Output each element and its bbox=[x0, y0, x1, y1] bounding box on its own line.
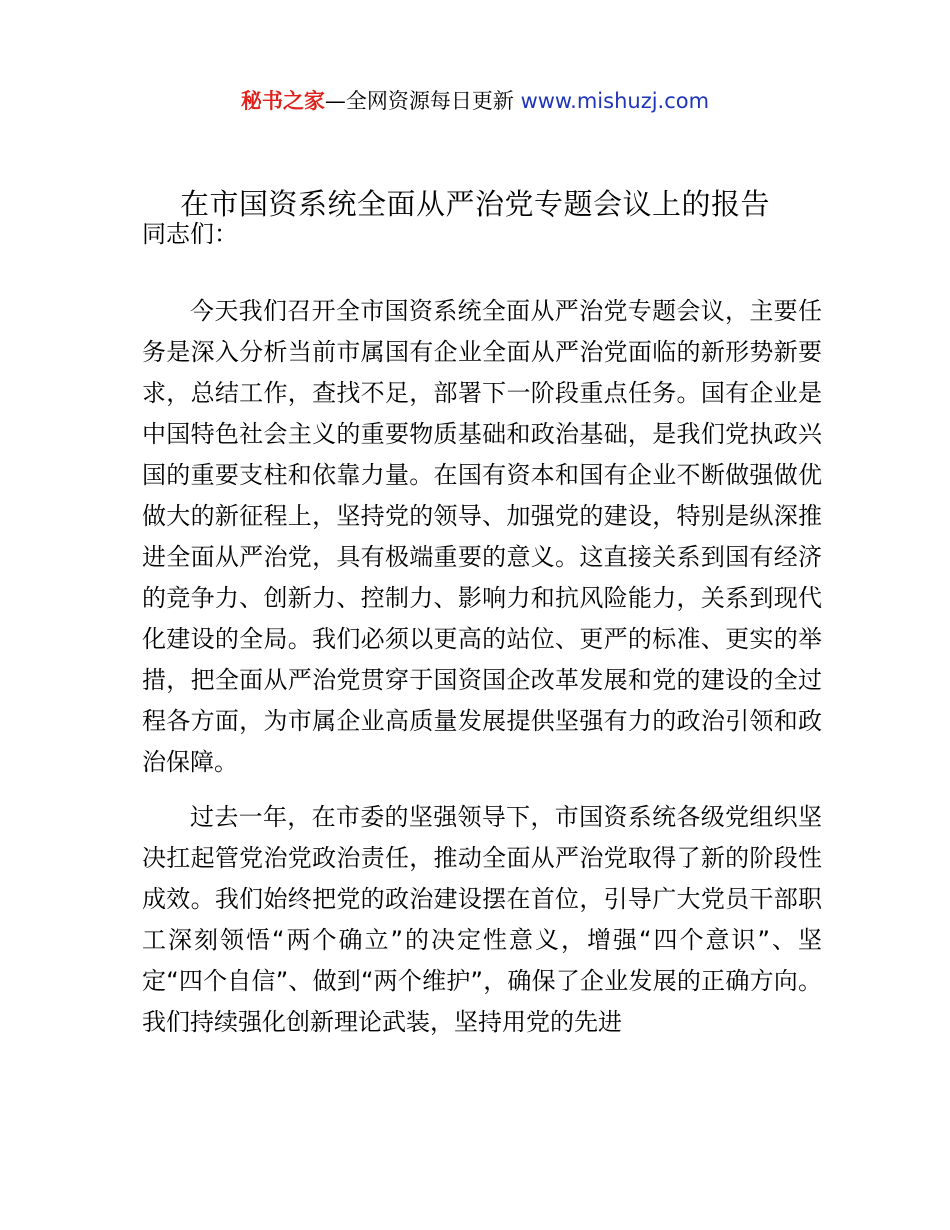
paragraph-2: 过去一年，在市委的坚强领导下，市国资系统各级党组织坚决扛起管党治党政治责任，推动全面从严治党取得了新的阶段性成效。我们始终把党的政治建设摆在首位，引导广大党员干部职工深刻领悟“两个确立”的决定性意义，增强“四个意识”、坚定“四个自信”、做到“两个维护”，确保了企业发展的正确方向。我们持续强化创新理论武装，坚持用党的先进 bbox=[142, 803, 822, 1036]
header-tagline: —全网资源每日更新 bbox=[324, 89, 514, 113]
brand-name: 秘书之家 bbox=[240, 89, 325, 113]
document-title: 在市国资系统全面从严治党专题会议上的报告 bbox=[179, 187, 770, 221]
site-url-link[interactable]: www.mishuzj.com bbox=[520, 89, 710, 113]
paragraph-1: 今天我们召开全市国资系统全面从严治党专题会议，主要任务是深入分析当前市属国有企业全面从严治党面临的新形势新要求，总结工作，查找不足，部署下一阶段重点任务。国有企业是中国特色社会主义的重要物质基础和政治基础，是我们党执政兴国的重要支柱和依靠力量。在国有资本和国有企业不断做强做优做大的新征程上，坚持党的领导、加强党的建设，特别是纵深推进全面从严治党，具有极端重要的意义。这直接关系到国有经济的竞争力、创新力、控制力、影响力和抗风险能力，关系到现代化建设的全局。我们必须以更高的站位、更严的标准、更实的举措，把全面从严治党贯穿于国资国企改革发展和党的建设的全过程各方面，为市属企业高质量发展提供坚强有力的政治引领和政治保障。 bbox=[142, 297, 822, 776]
salutation: 同志们： bbox=[142, 220, 238, 248]
document-body bbox=[142, 214, 822, 1043]
site-header bbox=[0, 86, 950, 116]
